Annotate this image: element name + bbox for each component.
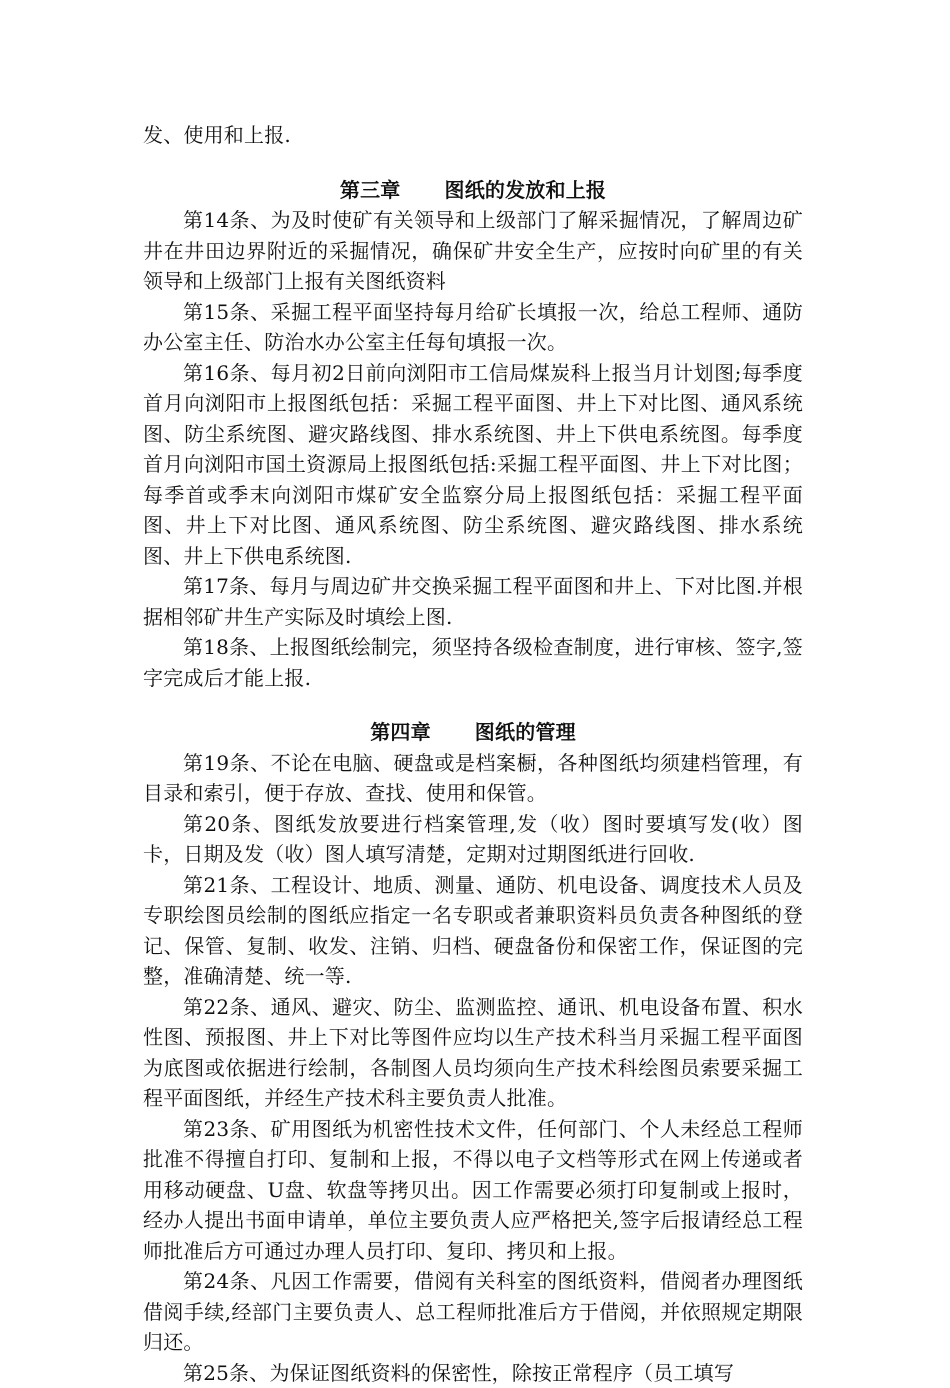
article-22: 第22条、通风、避灾、防尘、监测监控、通讯、机电设备布置、积水性图、预报图、井上下对比等图件应均以生产技术科当月采掘工程平面图为底图或依据进行绘制，各制图人员均须向生产技术科绘图员索要采掘工程平面图纸，并经生产技术科主要负责人批准。 [143,992,803,1114]
article-16: 第16条、每月初2日前向浏阳市工信局煤炭科上报当月计划图;每季度首月向浏阳市上报图纸包括：采掘工程平面图、井上下对比图、通风系统图、防尘系统图、避灾路线图、排水系统图、井上下供电系统图。每季度首月向浏阳市国土资源局上报图纸包括:采掘工程平面图、井上下对比图；每季首或季末向浏阳市煤矿安全监察分局上报图纸包括：采掘工程平面图、井上下对比图、通风系统图、防尘系统图、避灾路线图、排水系统图、井上下供电系统图. [143,358,803,572]
article-19: 第19条、不论在电脑、硬盘或是档案橱，各种图纸均须建档管理，有目录和索引，便于存放、查找、使用和保管。 [143,748,803,809]
chapter-title: 图纸的管理 [475,720,576,744]
chapter-heading-3 [143,175,803,206]
chapter-heading-4 [143,717,803,748]
article-24: 第24条、凡因工作需要，借阅有关科室的图纸资料，借阅者办理图纸借阅手续,经部门主要负责人、总工程师批准后方于借阅，并依照规定期限归还。 [143,1266,803,1358]
section-spacer [143,693,803,717]
article-20: 第20条、图纸发放要进行档案管理,发（收）图时要填写发(收）图卡，日期及发（收）图人填写清楚，定期对过期图纸进行回收. [143,809,803,870]
article-25: 第25条、为保证图纸资料的保密性，除按正常程序（员工填写 [143,1358,803,1388]
chapter-number: 第四章 [370,720,431,744]
leading-fragment: 发、使用和上报. [143,120,803,151]
article-17: 第17条、每月与周边矿井交换采掘工程平面图和井上、下对比图.并根据相邻矿井生产实际及时填绘上图. [143,571,803,632]
article-14: 第14条、为及时使矿有关领导和上级部门了解采掘情况，了解周边矿井在井田边界附近的采掘情况，确保矿井安全生产，应按时向矿里的有关领导和上级部门上报有关图纸资料 [143,205,803,297]
article-23: 第23条、矿用图纸为机密性技术文件，任何部门、个人未经总工程师批准不得擅自打印、复制和上报，不得以电子文档等形式在网上传递或者用移动硬盘、U盘、软盘等拷贝出。因工作需要必须打印复制或上报时，经办人提出书面申请单，单位主要负责人应严格把关,签字后报请经总工程师批准后方可通过办理人员打印、复印、拷贝和上报。 [143,1114,803,1267]
article-21: 第21条、工程设计、地质、测量、通防、机电设备、调度技术人员及专职绘图员绘制的图纸应指定一名专职或者兼职资料员负责各种图纸的登记、保管、复制、收发、注销、归档、硬盘备份和保密工作，保证图的完整，准确清楚、统一等. [143,870,803,992]
article-15: 第15条、采掘工程平面坚持每月给矿长填报一次，给总工程师、通防办公室主任、防治水办公室主任每旬填报一次。 [143,297,803,358]
article-18: 第18条、上报图纸绘制完，须坚持各级检查制度，进行审核、签字,签字完成后才能上报. [143,632,803,693]
chapter-title: 图纸的发放和上报 [445,178,607,202]
chapter-number: 第三章 [340,178,401,202]
section-spacer [143,151,803,175]
document-body [143,120,803,1388]
